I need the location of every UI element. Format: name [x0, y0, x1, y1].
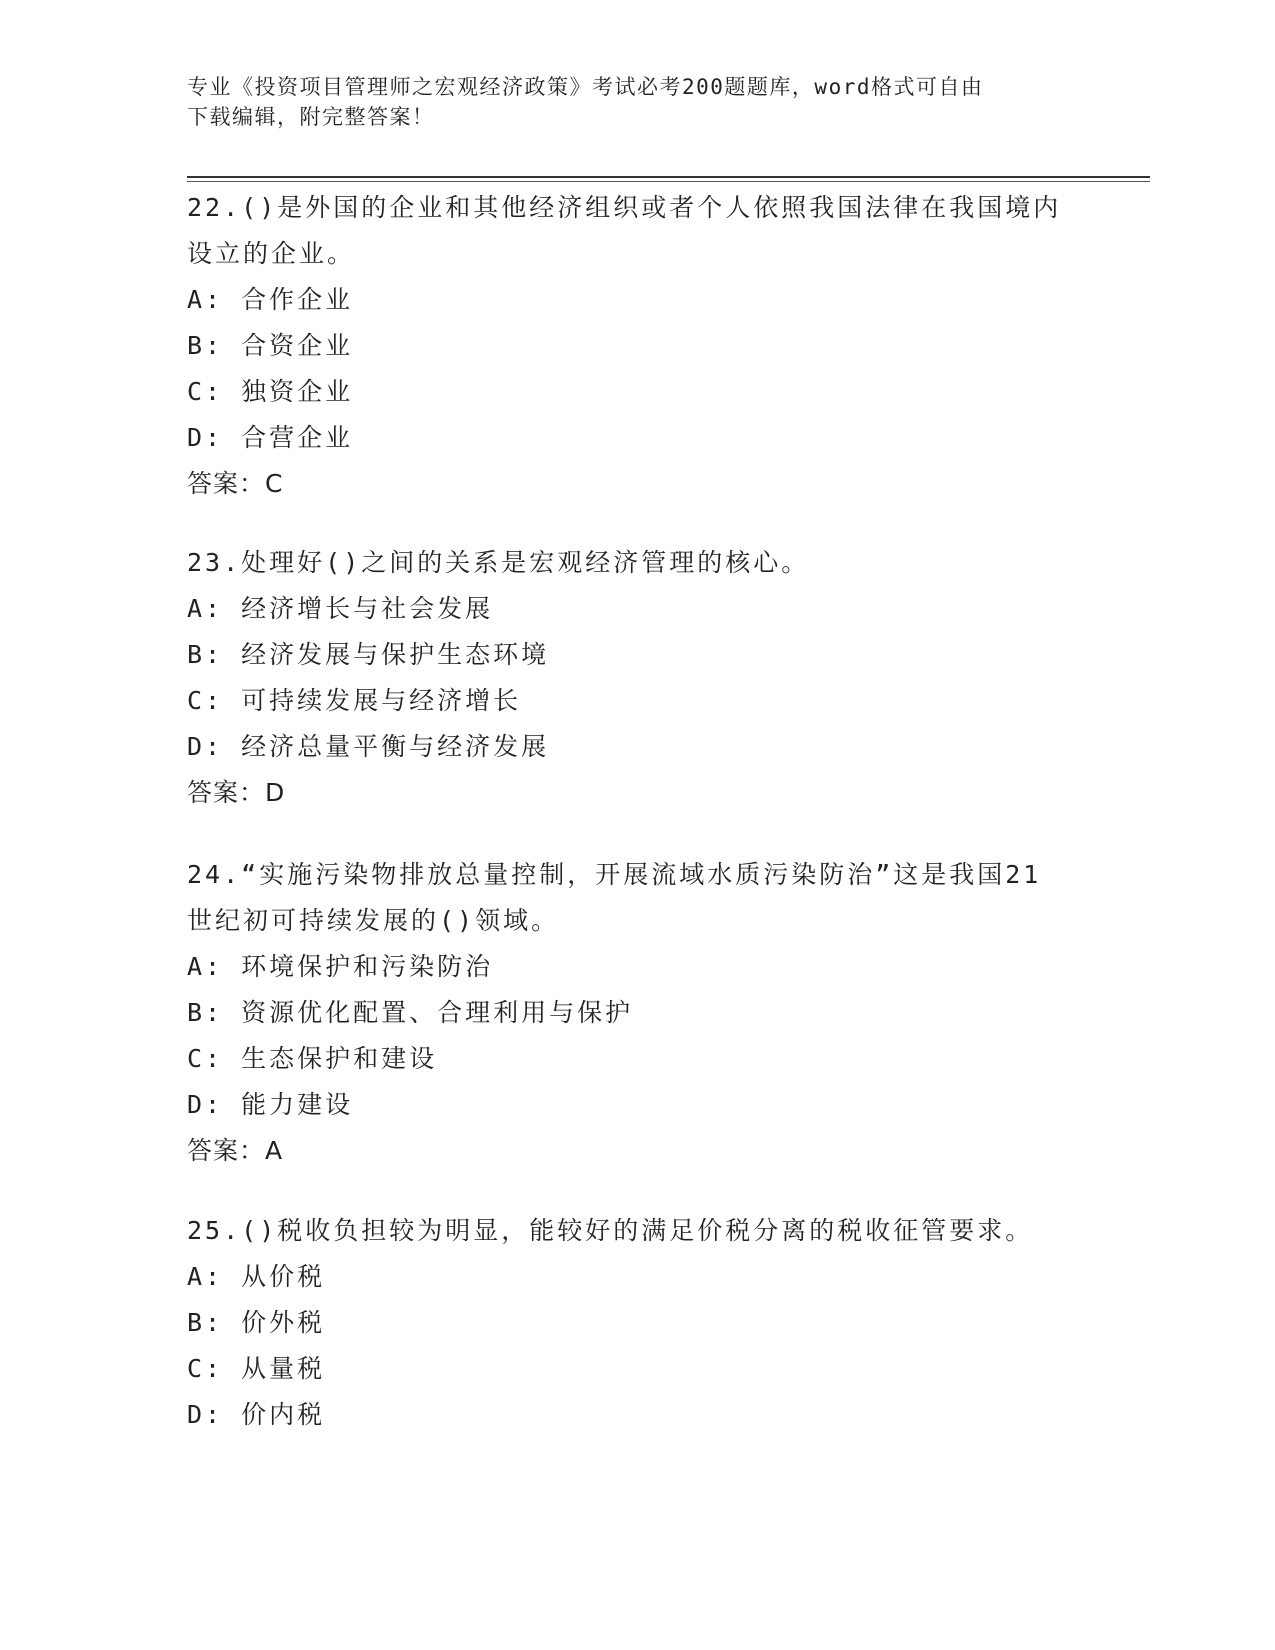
answer: 答案：A: [187, 1136, 284, 1165]
option-b: B: 经济发展与保护生态环境: [187, 640, 550, 669]
option-a: A: 合作企业: [187, 285, 354, 314]
option-b: B: 价外税: [187, 1308, 326, 1337]
option-c: C: 生态保护和建设: [187, 1044, 438, 1073]
question-stem-continued: 世纪初可持续发展的()领域。: [187, 906, 560, 935]
option-c: C: 可持续发展与经济增长: [187, 686, 522, 715]
question-stem: 24.“实施污染物排放总量控制，开展流域水质污染防治”这是我国21: [187, 860, 1042, 889]
option-c: C: 从量税: [187, 1354, 326, 1383]
option-a: A: 经济增长与社会发展: [187, 594, 494, 623]
question-stem: 25.()税收负担较为明显，能较好的满足价税分离的税收征管要求。: [187, 1216, 1034, 1245]
option-d: D: 经济总量平衡与经济发展: [187, 732, 550, 761]
option-a: A: 环境保护和污染防治: [187, 952, 494, 981]
option-d: D: 价内税: [187, 1400, 326, 1429]
option-b: B: 资源优化配置、合理利用与保护: [187, 998, 634, 1027]
option-b: B: 合资企业: [187, 331, 354, 360]
answer: 答案：C: [187, 469, 284, 498]
option-d: D: 合营企业: [187, 423, 354, 452]
document-header: [187, 72, 1067, 132]
question-stem: 22.()是外国的企业和其他经济组织或者个人依照我国法律在我国境内: [187, 193, 1062, 222]
option-d: D: 能力建设: [187, 1090, 354, 1119]
question-25: [187, 1208, 1107, 1438]
header-line-1: 专业《投资项目管理师之宏观经济政策》考试必考200题题库，word格式可自由: [187, 75, 984, 99]
question-23: [187, 540, 1107, 816]
header-line-2: 下载编辑，附完整答案！: [187, 105, 435, 129]
question-stem-continued: 设立的企业。: [187, 239, 356, 268]
answer: 答案：D: [187, 778, 286, 807]
question-24: [187, 852, 1107, 1174]
option-a: A: 从价税: [187, 1262, 326, 1291]
option-c: C: 独资企业: [187, 377, 354, 406]
question-22: [187, 185, 1107, 507]
question-stem: 23.处理好()之间的关系是宏观经济管理的核心。: [187, 548, 810, 577]
header-divider-thin: [187, 181, 1150, 182]
header-divider-thick: [187, 176, 1150, 178]
